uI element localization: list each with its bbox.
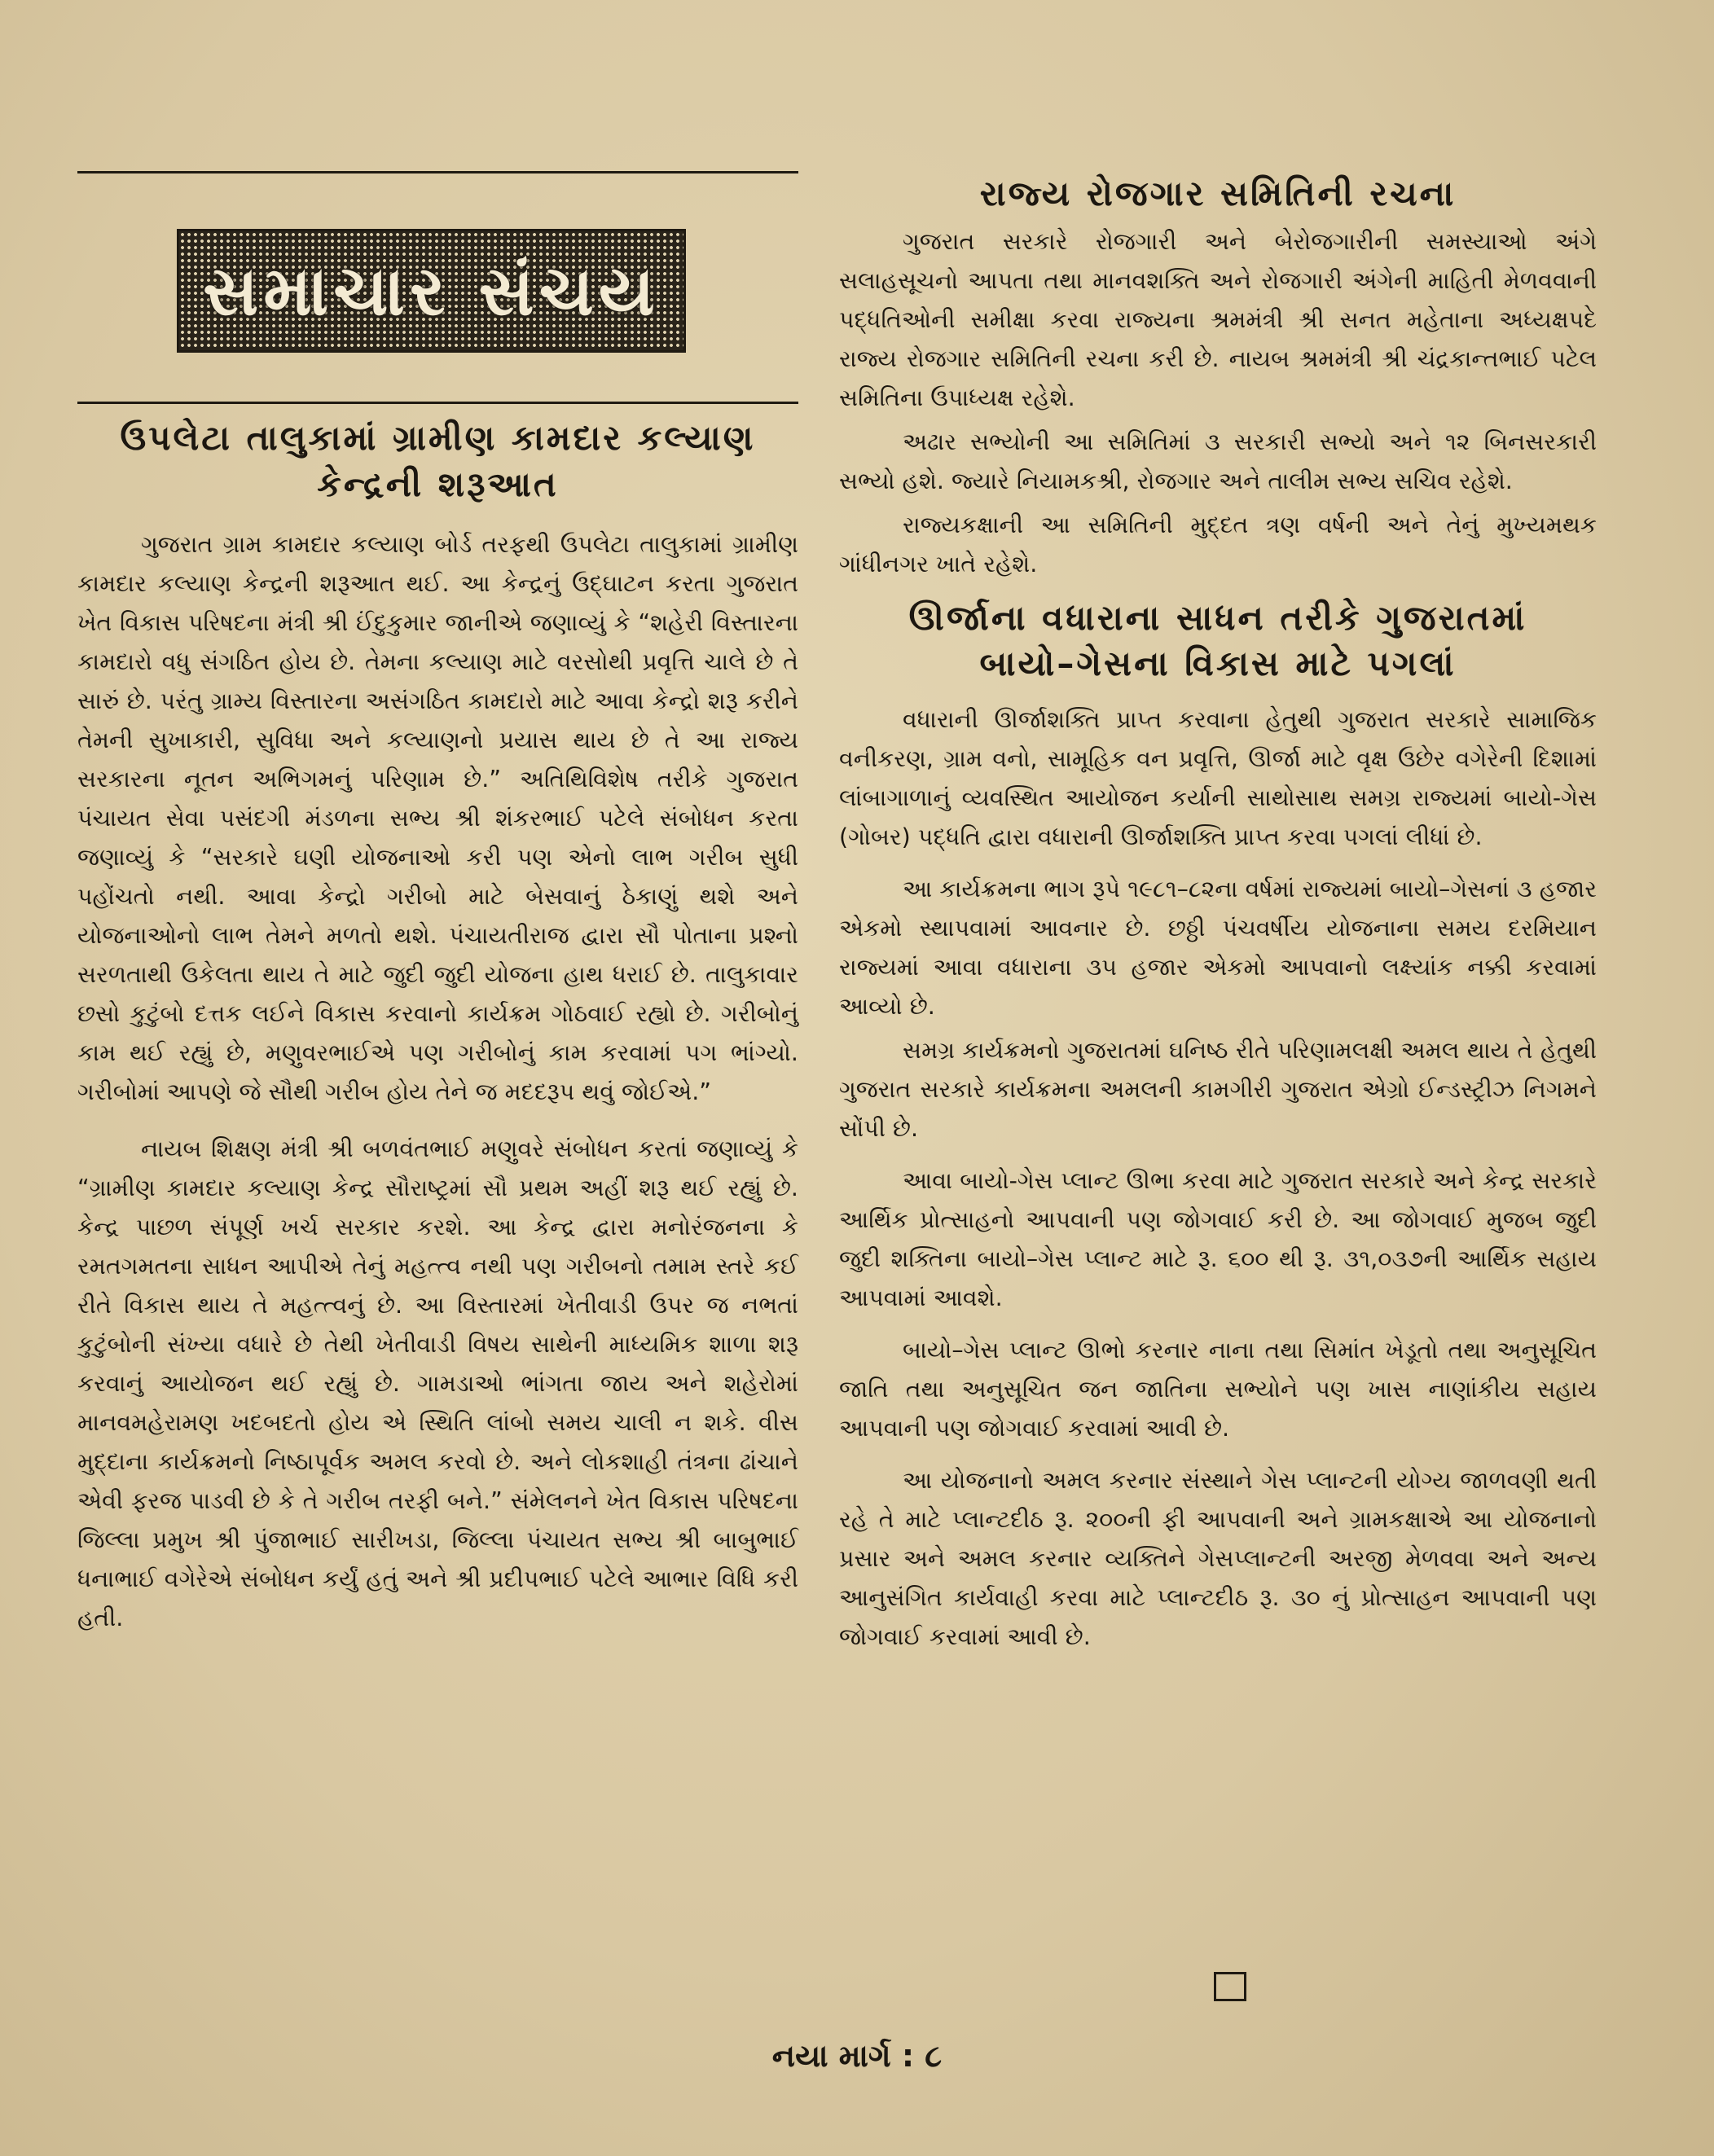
right-paragraph-1: ગુજરાત સરકારે રોજગારી અને બેરોજગારીની સમસ્યાઓ અંગે સલાહસૂચનો આપતા તથા માનવશક્તિ અને રોજગારી અંગેની માહિતી મેળવવાની પદ્ધતિઓની સમીક્ષા કરવા રાજ્યના શ્રમમંત્રી શ્રી સનત મહેતાના અધ્યક્ષપદે રાજ્ય રોજગાર સમિતિની રચના કરી છે. નાયબ શ્રમમંત્રી શ્રી ચંદ્રકાન્તભાઈ પટેલ સમિતિના ઉપાધ્યક્ષ રહેશે. bbox=[839, 227, 1597, 411]
banner-box bbox=[177, 229, 686, 353]
left-article-paragraph-2: નાયબ શિક્ષણ મંત્રી શ્રી બળવંતભાઈ મણુવરે સંબોધન કરતાં જણાવ્યું કે “ગ્રામીણ કામદાર કલ્યાણ કેન્દ્ર સૌરાષ્ટ્રમાં સૌ પ્રથમ અહીં શરૂ થઈ રહ્યું છે. કેન્દ્ર પાછળ સંપૂર્ણ ખર્ચ સરકાર કરશે. આ કેન્દ્ર દ્વારા મનોરંજનના કે રમતગમતના સાધન આપીએ તેનું મહત્ત્વ નથી પણ ગરીબનો તમામ સ્તરે કઈ રીતે વિકાસ થાય તે મહત્ત્વનું છે. આ વિસ્તારમાં ખેતીવાડી ઉપર જ નભતાં કુટુંબોની સંખ્યા વધારે છે તેથી ખેતીવાડી વિષય સાથેની માધ્યમિક શાળા શરૂ કરવાનું આયોજન થઈ રહ્યું છે. ગામડાઓ ભાંગતા જાય અને શહેરોમાં માનવમહેરામણ ખદબદતો હોય એ સ્થિતિ લાંબો સમય ચાલી ન શકે. વીસ મુદ્દાના કાર્યક્રમનો નિષ્ઠાપૂર્વક અમલ કરવો છે. અને લોકશાહી તંત્રના ઢાંચાને એવી ફરજ પાડવી છે કે તે ગરીબ તરફી બને.” સંમેલનને ખેત વિકાસ પરિષદના જિલ્લા પ્રમુખ શ્રી પુંજાભાઈ સારીખડા, જિલ્લા પંચાયત સભ્ય શ્રી બાબુભાઈ ધનાભાઈ વગેરેએ સંબોધન કર્યું હતું અને શ્રી પ્રદીપભાઈ પટેલે આભાર વિધિ કરી હતી. bbox=[77, 1135, 798, 1632]
right-paragraph-6: સમગ્ર કાર્યક્રમનો ગુજરાતમાં ઘનિષ્ઠ રીતે પરિણામલક્ષી અમલ થાય તે હેતુથી ગુજરાત સરકારે કાર્યક્રમના અમલની કામગીરી ગુજરાત એગ્રો ઈન્ડસ્ટ્રીઝ નિગમને સોંપી છે. bbox=[839, 1037, 1597, 1143]
right-paragraph-2: અઢાર સભ્યોની આ સમિતિમાં ૩ સરકારી સભ્યો અને ૧૨ બિનસરકારી સભ્યો હશે. જ્યારે નિયામકશ્રી, રોજગાર અને તાલીમ સભ્ય સચિવ રહેશે. bbox=[839, 428, 1597, 494]
right-paragraph-9: આ યોજનાનો અમલ કરનાર સંસ્થાને ગેસ પ્લાન્ટની યોગ્ય જાળવણી થતી રહે તે માટે પ્લાન્ટદીઠ રૂ. ૨૦૦ની ફી આપવાની અને ગ્રામકક્ષાએ આ યોજનાનો પ્રસાર અને અમલ કરનાર વ્યક્તિને ગેસપ્લાન્ટની અરજી મેળવવા અને અન્ય આનુસંગિત કાર્યવાહી કરવા માટે પ્લાન્ટદીઠ રૂ. ૩૦ નું પ્રોત્સાહન આપવાની પણ જોગવાઈ કરવામાં આવી છે. bbox=[839, 1467, 1597, 1651]
page-footer: નયા માર્ગ : ૮ bbox=[771, 2038, 943, 2074]
right-column bbox=[839, 171, 1597, 1657]
right-paragraph-5: આ કાર્યક્રમના ભાગ રૂપે ૧૯૮૧–૮૨ના વર્ષમાં રાજ્યમાં બાયો–ગેસનાં ૩ હજાર એકમો સ્થાપવામાં આવનાર છે. છઠ્ઠી પંચવર્ષીય યોજનાના સમય દરમિયાન રાજ્યમાં આવા વધારાના ૩૫ હજાર એકમો આપવાનો લક્ષ્યાંક નક્કી કરવામાં આવ્યો છે. bbox=[839, 876, 1597, 1021]
right-paragraph-4: વધારાની ઊર્જાશક્તિ પ્રાપ્ત કરવાના હેતુથી ગુજરાત સરકારે સામાજિક વનીકરણ, ગ્રામ વનો, સામૂહિક વન પ્રવૃત્તિ, ઊર્જા માટે વૃક્ષ ઉછેર વગેરેની દિશામાં લાંબાગાળાનું વ્યવસ્થિત આયોજન કર્યાની સાથોસાથ સમગ્ર રાજ્યમાં બાયો-ગેસ (ગોબર) પદ્ધતિ દ્વારા વધારાની ઊર્જાશક્તિ પ્રાપ્ત કરવા પગલાં લીધાં છે. bbox=[839, 706, 1597, 851]
right-headline-1: રાજ્ય રોજગાર સમિતિની રચના bbox=[979, 173, 1457, 213]
left-article-paragraph-1: ગુજરાત ગ્રામ કામદાર કલ્યાણ બોર્ડ તરફથી ઉપલેટા તાલુકામાં ગ્રામીણ કામદાર કલ્યાણ કેન્દ્રની શરૂઆત થઈ. આ કેન્દ્રનું ઉદ્ઘાટન કરતા ગુજરાત ખેત વિકાસ પરિષદના મંત્રી શ્રી ઈંદુકુમાર જાનીએ જણાવ્યું કે “શહેરી વિસ્તારના કામદારો વધુ સંગઠિત હોય છે. તેમના કલ્યાણ માટે વરસોથી પ્રવૃત્તિ ચાલે છે તે સારું છે. પરંતુ ગ્રામ્ય વિસ્તારના અસંગઠિત કામદારો માટે આવા કેન્દ્રો શરૂ કરીને તેમની સુખાકારી, સુવિધા અને કલ્યાણનો પ્રયાસ થાય છે તે આ રાજ્ય સરકારના નૂતન અભિગમનું પરિણામ છે.” અતિથિવિશેષ તરીકે ગુજરાત પંચાયત સેવા પસંદગી મંડળના સભ્ય શ્રી શંકરભાઈ પટેલે સંબોધન કરતા જણાવ્યું કે “સરકારે ઘણી યોજનાઓ કરી પણ એનો લાભ ગરીબ સુધી પહોંચતો નથી. આવા કેન્દ્રો ગરીબો માટે બેસવાનું ઠેકાણું થશે અને યોજનાઓનો લાભ તેમને મળતો થશે. પંચાયતીરાજ દ્વારા સૌ પોતાના પ્રશ્નો સરળતાથી ઉકેલતા થાય તે માટે જુદી જુદી યોજના હાથ ધરાઈ છે. તાલુકાવાર છસો કુટુંબો દત્તક લઈને વિકાસ કરવાનો કાર્યક્રમ ગોઠવાઈ રહ્યો છે. ગરીબોનું કામ થઈ રહ્યું છે, મણુવરભાઈએ પણ ગરીબોનું કામ કરવામાં પગ ભાંગ્યો. ગરીબોમાં આપણે જે સૌથી ગરીબ હોય તેને જ મદદરૂપ થવું જોઈએ.” bbox=[77, 531, 798, 1106]
left-headline-line2: કેન્દ્રની શરૂઆત bbox=[317, 463, 559, 504]
right-paragraph-8: બાયો–ગેસ પ્લાન્ટ ઊભો કરનાર નાના તથા સિમાંત ખેડૂતો તથા અનુસૂચિત જાતિ તથા અનુસૂચિત જન જાતિના સભ્યોને પણ ખાસ નાણાંકીય સહાય આપવાની પણ જોગવાઈ કરવામાં આવી છે. bbox=[839, 1337, 1597, 1442]
left-column bbox=[77, 171, 798, 1638]
left-headline bbox=[77, 415, 798, 507]
right-headline-2-line2: બાયો–ગેસના વિકાસ માટે પગલાં bbox=[979, 643, 1457, 684]
right-headline-2-line1: ઊર્જાના વધારાના સાધન તરીકે ગુજરાતમાં bbox=[908, 597, 1527, 638]
right-headline-2 bbox=[839, 595, 1597, 687]
left-headline-line1: ઉપલેટા તાલુકામાં ગ્રામીણ કામદાર કલ્યાણ bbox=[120, 418, 756, 458]
banner-title: સમાચાર સંચય bbox=[203, 250, 660, 331]
end-mark-square bbox=[1214, 1972, 1246, 2001]
top-rule bbox=[77, 171, 798, 173]
section-banner bbox=[177, 229, 686, 353]
banner-bottom-rule bbox=[77, 402, 798, 404]
right-paragraph-7: આવા બાયો-ગેસ પ્લાન્ટ ઊભા કરવા માટે ગુજરાત સરકારે અને કેન્દ્ર સરકારે આર્થિક પ્રોત્સાહનો આપવાની પણ જોગવાઈ કરી છે. આ જોગવાઈ મુજબ જુદી જુદી શક્તિના બાયો–ગેસ પ્લાન્ટ માટે રૂ. ૬૦૦ થી રૂ. ૩૧,૦૩૭ની આર્થિક સહાય આપવામાં આવશે. bbox=[839, 1167, 1597, 1312]
right-paragraph-3: રાજ્યકક્ષાની આ સમિતિની મુદ્દત ત્રણ વર્ષની અને તેનું મુખ્યમથક ગાંધીનગર ખાતે રહેશે. bbox=[839, 511, 1597, 577]
